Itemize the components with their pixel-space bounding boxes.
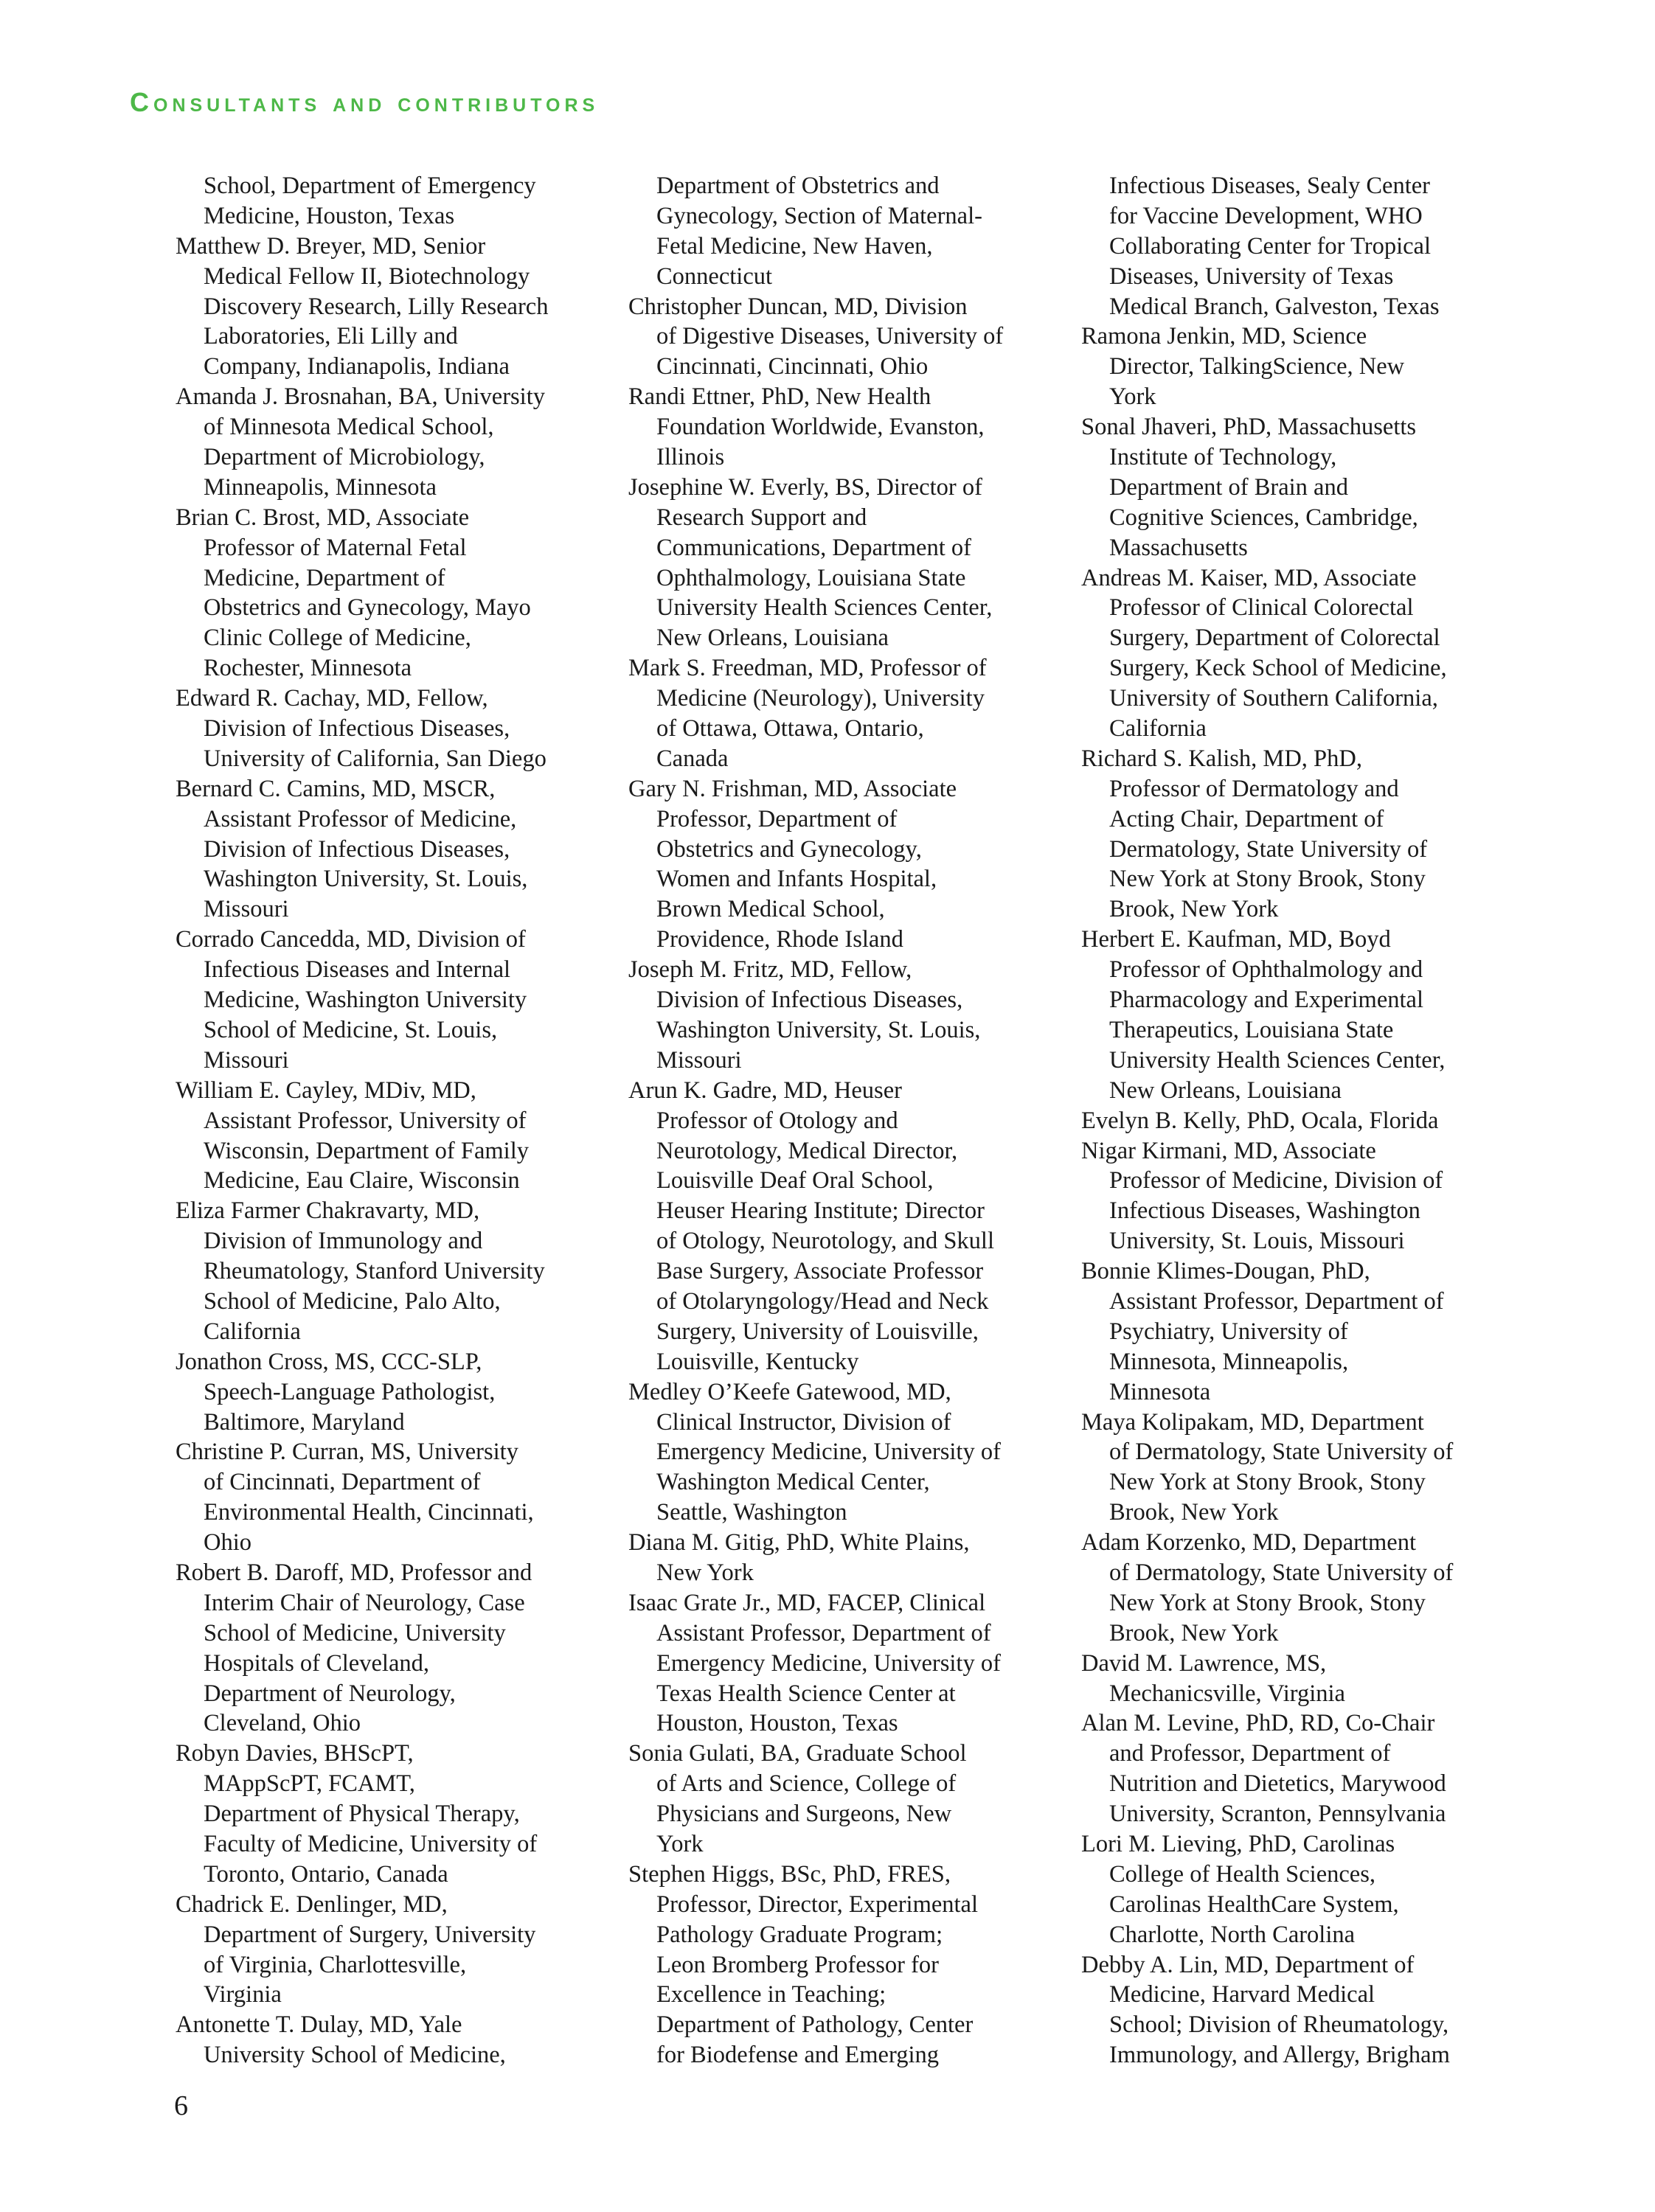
contributor-affiliation-line: University of California, San Diego [204,745,547,772]
contributor-affiliation-line: Professor, Department of [656,805,898,832]
contributor-entry [1081,1649,1516,1709]
contributor-affiliation-line: Company, Indianapolis, Indiana [204,353,510,380]
contributor-name-line: Christopher Duncan, MD, Division [628,293,968,320]
contributor-affiliation-line: University of Southern California, [1109,685,1438,712]
contributor-affiliation-line: Foundation Worldwide, Evanston, [656,414,985,441]
contributor-entry [628,955,1064,1076]
contributor-affiliation-line: for Vaccine Development, WHO [1109,202,1423,229]
contributor-name-line: Jonathon Cross, MS, CCC-SLP, [176,1348,482,1375]
contributor-name-line: Robyn Davies, BHScPT, [176,1740,414,1767]
contributor-entry [176,2010,611,2070]
contributor-affiliation-line: Missouri [204,1046,289,1074]
contributor-affiliation-line: Infectious Diseases, Washington [1109,1197,1420,1225]
contributor-affiliation-line: Leon Bromberg Professor for [656,1951,940,1978]
contributor-affiliation-line: Texas Health Science Center at [656,1680,956,1707]
contributor-affiliation-line: Research Support and [656,504,867,531]
contributor-entry [176,171,611,232]
contributor-entry [176,1196,611,1346]
contributor-entry [176,774,611,925]
contributor-name-line: Christine P. Curran, MS, University [176,1439,518,1466]
section-header: Consultants and contributors [130,87,600,117]
contributor-affiliation-line: Louisville Deaf Oral School, [656,1167,934,1194]
contributor-name-line: Randi Ettner, PhD, New Health [628,383,931,411]
contributor-affiliation-line: Medicine, Houston, Texas [204,202,455,229]
contributor-affiliation-line: Obstetrics and Gynecology, Mayo [204,594,531,622]
contributor-entry [628,473,1064,653]
contributor-affiliation-line: Department of Brain and [1109,473,1348,501]
contributor-entry [628,1076,1064,1377]
contributor-entry [628,774,1064,955]
contributor-affiliation-line: University Health Sciences Center, [656,594,993,622]
contributor-affiliation-line: School; Division of Rheumatology, [1109,2011,1449,2039]
contributor-affiliation-line: Professor of Ophthalmology and [1109,956,1423,984]
contributor-affiliation-line: Pathology Graduate Program; [656,1921,943,1948]
contributor-affiliation-line: Discovery Research, Lilly Research [204,293,549,320]
contributors-column-2 [628,171,1064,2070]
contributor-affiliation-line: York [656,1830,704,1857]
contributor-affiliation-line: Infectious Diseases and Internal [204,956,511,984]
contributor-affiliation-line: Cognitive Sciences, Cambridge, [1109,504,1418,531]
contributor-name-line: Evelyn B. Kelly, PhD, Ocala, Florida [1081,1107,1439,1134]
contributor-affiliation-line: Heuser Hearing Institute; Director [656,1197,985,1225]
contributor-name-line: Corrado Cancedda, MD, Division of [176,926,526,953]
contributor-name-line: Adam Korzenko, MD, Department [1081,1529,1416,1557]
contributor-affiliation-line: Rheumatology, Stanford University [204,1258,545,1285]
contributor-affiliation-line: Professor of Dermatology and [1109,775,1399,802]
contributor-affiliation-line: Women and Infants Hospital, [656,866,937,893]
contributor-entry [176,503,611,684]
contributor-name-line: Stephen Higgs, BSc, PhD, FRES, [628,1860,951,1888]
contributor-affiliation-line: Carolinas HealthCare System, [1109,1891,1399,1918]
contributor-affiliation-line: Cleveland, Ohio [204,1710,361,1737]
contributor-affiliation-line: Department of Physical Therapy, [204,1801,520,1828]
contributor-affiliation-line: Diseases, University of Texas [1109,262,1394,290]
contributor-name-line: Brian C. Brost, MD, Associate [176,504,470,531]
contributor-affiliation-line: Clinical Instructor, Division of [656,1408,951,1436]
contributor-affiliation-line: Institute of Technology, [1109,444,1337,471]
contributor-entry [176,382,611,503]
contributor-entry [1081,563,1516,744]
contributor-affiliation-line: Division of Infectious Diseases, [656,987,963,1014]
contributor-affiliation-line: Medicine, Washington University [204,987,527,1014]
contributor-entry [176,1437,611,1558]
contributor-affiliation-line: Providence, Rhode Island [656,926,903,953]
contributor-entry [1081,925,1516,1105]
contributor-entry [1081,1106,1516,1136]
contributor-name-line: Isaac Grate Jr., MD, FACEP, Clinical [628,1589,986,1616]
contributor-affiliation-line: Psychiatry, University of [1109,1318,1348,1345]
contributor-affiliation-line: Fetal Medicine, New Haven, [656,232,933,260]
contributor-affiliation-line: Washington Medical Center, [656,1469,930,1496]
contributors-column-3 [1081,171,1516,2070]
contributor-affiliation-line: Seattle, Washington [656,1499,847,1526]
contributor-affiliation-line: Department of Neurology, [204,1680,456,1707]
contributor-name-line: Nigar Kirmani, MD, Associate [1081,1137,1376,1164]
contributor-affiliation-line: Physicians and Surgeons, New [656,1801,952,1828]
contributor-name-line: Antonette T. Dulay, MD, Yale [176,2011,462,2039]
contributor-affiliation-line: Baltimore, Maryland [204,1408,405,1436]
contributor-name-line: Herbert E. Kaufman, MD, Boyd [1081,926,1391,953]
contributor-affiliation-line: School, Department of Emergency [204,173,536,199]
contributor-affiliation-line: Therapeutics, Louisiana State [1109,1016,1394,1043]
contributor-affiliation-line: Louisville, Kentucky [656,1348,859,1375]
contributor-name-line: Medley O’Keefe Gatewood, MD, [628,1378,951,1405]
contributor-affiliation-line: Emergency Medicine, University of [656,1649,1001,1677]
contributor-affiliation-line: Mechanicsville, Virginia [1109,1680,1345,1707]
contributor-affiliation-line: School of Medicine, Palo Alto, [204,1287,501,1315]
contributor-affiliation-line: of Otology, Neurotology, and Skull [656,1228,994,1255]
contributor-affiliation-line: Base Surgery, Associate Professor [656,1258,984,1285]
contributor-entry [1081,1136,1516,1257]
contributor-entry [628,292,1064,383]
contributor-affiliation-line: Toronto, Ontario, Canada [204,1860,448,1888]
contributor-name-line: Ramona Jenkin, MD, Science [1081,323,1367,350]
contributor-affiliation-line: Collaborating Center for Tropical [1109,232,1431,260]
contributors-column-1 [176,171,611,2070]
contributor-affiliation-line: Charlotte, North Carolina [1109,1921,1356,1948]
contributor-affiliation-line: Speech-Language Pathologist, [204,1378,496,1405]
contributor-affiliation-line: Professor, Director, Experimental [656,1891,979,1918]
contributor-affiliation-line: California [1109,715,1207,742]
contributor-affiliation-line: School of Medicine, University [204,1619,506,1646]
contributor-affiliation-line: Minnesota [1109,1378,1211,1405]
contributor-name-line: Chadrick E. Denlinger, MD, [176,1891,448,1918]
contributor-affiliation-line: Division of Infectious Diseases, [204,835,510,863]
contributor-affiliation-line: of Digestive Diseases, University of [656,323,1004,350]
contributor-name-line: Bonnie Klimes-Dougan, PhD, [1081,1258,1370,1285]
contributor-name-line: Maya Kolipakam, MD, Department [1081,1408,1424,1436]
contributor-name-line: Eliza Farmer Chakravarty, MD, [176,1197,480,1225]
contributor-affiliation-line: of Dermatology, State University of [1109,1559,1454,1586]
contributor-entry [628,1528,1064,1588]
contributor-affiliation-line: Acting Chair, Department of [1109,805,1384,832]
contributor-affiliation-line: Surgery, Department of Colorectal [1109,625,1440,652]
contributor-entry [628,1860,1064,2070]
contributor-entry [176,1558,611,1739]
contributor-affiliation-line: Canada [656,745,729,772]
contributor-entry [628,1739,1064,1860]
contributor-affiliation-line: New York [656,1559,754,1586]
contributor-affiliation-line: Assistant Professor, Department of [1109,1287,1444,1315]
contributor-entry [1081,171,1516,321]
contributor-affiliation-line: Minnesota, Minneapolis, [1109,1348,1349,1375]
contributor-entry [628,171,1064,292]
contributor-affiliation-line: for Biodefense and Emerging [656,2042,939,2069]
contributor-affiliation-line: Professor of Clinical Colorectal [1109,594,1414,622]
contributor-name-line: Sonia Gulati, BA, Graduate School [628,1740,967,1767]
contributor-affiliation-line: of Minnesota Medical School, [204,414,494,441]
contributor-affiliation-line: Medical Branch, Galveston, Texas [1109,293,1440,320]
contributor-name-line: Debby A. Lin, MD, Department of [1081,1951,1415,1978]
contributor-affiliation-line: Department of Microbiology, [204,444,485,471]
contributor-affiliation-line: Infectious Diseases, Sealy Center [1109,173,1431,199]
contributor-entry [1081,1408,1516,1528]
contributor-affiliation-line: Communications, Department of [656,534,971,561]
contributor-affiliation-line: University, Scranton, Pennsylvania [1109,1801,1446,1828]
contributor-affiliation-line: Professor of Maternal Fetal [204,534,467,561]
contributor-affiliation-line: Neurotology, Medical Director, [656,1137,958,1164]
contributor-affiliation-line: of Cincinnati, Department of [204,1469,481,1496]
contributor-affiliation-line: Ophthalmology, Louisiana State [656,564,966,591]
contributor-name-line: Amanda J. Brosnahan, BA, University [176,383,545,411]
contributor-entry [628,1588,1064,1739]
contributor-affiliation-line: and Professor, Department of [1109,1740,1391,1767]
contributor-name-line: Richard S. Kalish, MD, PhD, [1081,745,1362,772]
contributor-affiliation-line: Connecticut [656,262,773,290]
contributor-entry [176,1076,611,1197]
contributor-affiliation-line: Virginia [204,1981,282,2008]
contributor-entry [176,232,611,382]
contributor-entry [176,1890,611,2011]
contributor-entry [176,925,611,1075]
contributor-entry [176,1347,611,1438]
contributor-affiliation-line: Brook, New York [1109,1619,1279,1646]
contributor-affiliation-line: Director, TalkingScience, New [1109,353,1405,380]
contributor-entry [176,684,611,774]
contributor-affiliation-line: College of Health Sciences, [1109,1860,1375,1888]
contributor-name-line: David M. Lawrence, MS, [1081,1649,1327,1677]
contributor-affiliation-line: Department of Obstetrics and [656,173,940,199]
page-number: 6 [174,2090,188,2121]
contributor-affiliation-line: Gynecology, Section of Maternal- [656,202,982,229]
contributor-affiliation-line: Assistant Professor, Department of [656,1619,991,1646]
contributor-affiliation-line: Houston, Houston, Texas [656,1710,898,1737]
contributor-affiliation-line: Professor of Otology and [656,1107,898,1134]
contributor-affiliation-line: of Otolaryngology/Head and Neck [656,1287,989,1315]
contributor-affiliation-line: New York at Stony Brook, Stony [1109,1469,1426,1496]
contributor-affiliation-line: Massachusetts [1109,534,1248,561]
contributor-affiliation-line: of Arts and Science, College of [656,1770,957,1798]
contributor-affiliation-line: University, St. Louis, Missouri [1109,1228,1405,1255]
contributor-affiliation-line: Ohio [204,1529,251,1557]
contributor-affiliation-line: of Virginia, Charlottesville, [204,1951,467,1978]
contributor-affiliation-line: Laboratories, Eli Lilly and [204,323,458,350]
contributor-name-line: Arun K. Gadre, MD, Heuser [628,1077,902,1104]
contributor-entry [1081,1528,1516,1649]
contributor-affiliation-line: Environmental Health, Cincinnati, [204,1499,534,1526]
contributor-affiliation-line: Division of Infectious Diseases, [204,715,510,742]
contributor-name-line: Matthew D. Breyer, MD, Senior [176,232,486,260]
contributor-affiliation-line: Hospitals of Cleveland, [204,1649,429,1677]
contributor-entry [1081,412,1516,563]
contributor-affiliation-line: Illinois [656,444,725,471]
contributor-affiliation-line: Immunology, and Allergy, Brigham [1109,2042,1450,2069]
contributor-entry [628,1377,1064,1528]
contributor-name-line: Lori M. Lieving, PhD, Carolinas [1081,1830,1395,1857]
contributor-affiliation-line: Division of Immunology and [204,1228,483,1255]
contributor-affiliation-line: York [1109,383,1156,411]
contributor-affiliation-line: Surgery, University of Louisville, [656,1318,979,1345]
contributor-affiliation-line: Minneapolis, Minnesota [204,473,437,501]
contributor-affiliation-line: Washington University, St. Louis, [204,866,528,893]
contributor-name-line: Andreas M. Kaiser, MD, Associate [1081,564,1417,591]
contributor-affiliation-line: Assistant Professor, University of [204,1107,527,1134]
contributor-affiliation-line: Clinic College of Medicine, [204,625,471,652]
contributor-entry [176,1739,611,1889]
contributor-affiliation-line: New York at Stony Brook, Stony [1109,866,1426,893]
contributor-affiliation-line: Assistant Professor of Medicine, [204,805,517,832]
contributor-affiliation-line: New York at Stony Brook, Stony [1109,1589,1426,1616]
contributor-affiliation-line: University School of Medicine, [204,2042,506,2069]
contributor-affiliation-line: Cincinnati, Cincinnati, Ohio [656,353,929,380]
contributor-name-line: Alan M. Levine, PhD, RD, Co-Chair [1081,1710,1435,1737]
contributor-affiliation-line: Rochester, Minnesota [204,655,412,682]
contributor-affiliation-line: Department of Surgery, University [204,1921,536,1948]
contributor-entry [1081,1829,1516,1950]
contributor-name-line: Bernard C. Camins, MD, MSCR, [176,775,496,802]
contributor-affiliation-line: of Ottawa, Ottawa, Ontario, [656,715,924,742]
contributor-entry [1081,1256,1516,1407]
contributor-affiliation-line: Obstetrics and Gynecology, [656,835,922,863]
contributor-name-line: Mark S. Freedman, MD, Professor of [628,655,987,682]
contributor-entry [1081,321,1516,412]
contributor-entry [628,653,1064,774]
contributor-affiliation-line: Professor of Medicine, Division of [1109,1167,1443,1194]
contributor-entry [628,382,1064,473]
contributor-name-line: Josephine W. Everly, BS, Director of [628,473,982,501]
contributor-entry [1081,744,1516,925]
contributor-affiliation-line: Faculty of Medicine, University of [204,1830,538,1857]
contributor-name-line: Diana M. Gitig, PhD, White Plains, [628,1529,970,1557]
contributor-name-line: Sonal Jhaveri, PhD, Massachusetts [1081,414,1417,441]
contributor-affiliation-line: Brown Medical School, [656,896,885,923]
contributor-affiliation-line: California [204,1318,301,1345]
contributor-name-line: Joseph M. Fritz, MD, Fellow, [628,956,912,984]
contributor-affiliation-line: New Orleans, Louisiana [1109,1077,1342,1104]
contributor-name-line: William E. Cayley, MDiv, MD, [176,1077,476,1104]
contributor-name-line: Edward R. Cachay, MD, Fellow, [176,685,488,712]
contributor-affiliation-line: Emergency Medicine, University of [656,1439,1001,1466]
contributor-affiliation-line: University Health Sciences Center, [1109,1046,1446,1074]
contributor-affiliation-line: Dermatology, State University of [1109,835,1428,863]
contributor-affiliation-line: Wisconsin, Department of Family [204,1137,529,1164]
contributor-affiliation-line: Department of Pathology, Center [656,2011,974,2039]
contributor-affiliation-line: Medicine (Neurology), University [656,685,985,712]
contributor-affiliation-line: Pharmacology and Experimental [1109,987,1423,1014]
contributor-affiliation-line: Medicine, Harvard Medical [1109,1981,1375,2008]
contributor-entry [1081,1950,1516,2071]
contributor-affiliation-line: Washington University, St. Louis, [656,1016,981,1043]
contributor-affiliation-line: Medical Fellow II, Biotechnology [204,262,530,290]
contributor-name-line: Gary N. Frishman, MD, Associate [628,775,957,802]
contributor-affiliation-line: Excellence in Teaching; [656,1981,887,2008]
contributor-affiliation-line: New Orleans, Louisiana [656,625,889,652]
contributor-entry [1081,1708,1516,1829]
contributor-affiliation-line: Surgery, Keck School of Medicine, [1109,655,1447,682]
contributor-affiliation-line: Medicine, Eau Claire, Wisconsin [204,1167,520,1194]
contributor-affiliation-line: Brook, New York [1109,1499,1279,1526]
contributor-name-line: Robert B. Daroff, MD, Professor and [176,1559,532,1586]
contributor-affiliation-line: School of Medicine, St. Louis, [204,1016,498,1043]
contributor-affiliation-line: Medicine, Department of [204,564,445,591]
contributor-affiliation-line: Interim Chair of Neurology, Case [204,1589,525,1616]
contributor-affiliation-line: Missouri [656,1046,742,1074]
contributor-affiliation-line: of Dermatology, State University of [1109,1439,1454,1466]
contributor-affiliation-line: Missouri [204,896,289,923]
contributor-affiliation-line: Brook, New York [1109,896,1279,923]
contributor-affiliation-line: MAppScPT, FCAMT, [204,1770,415,1798]
contributor-affiliation-line: Nutrition and Dietetics, Marywood [1109,1770,1446,1798]
